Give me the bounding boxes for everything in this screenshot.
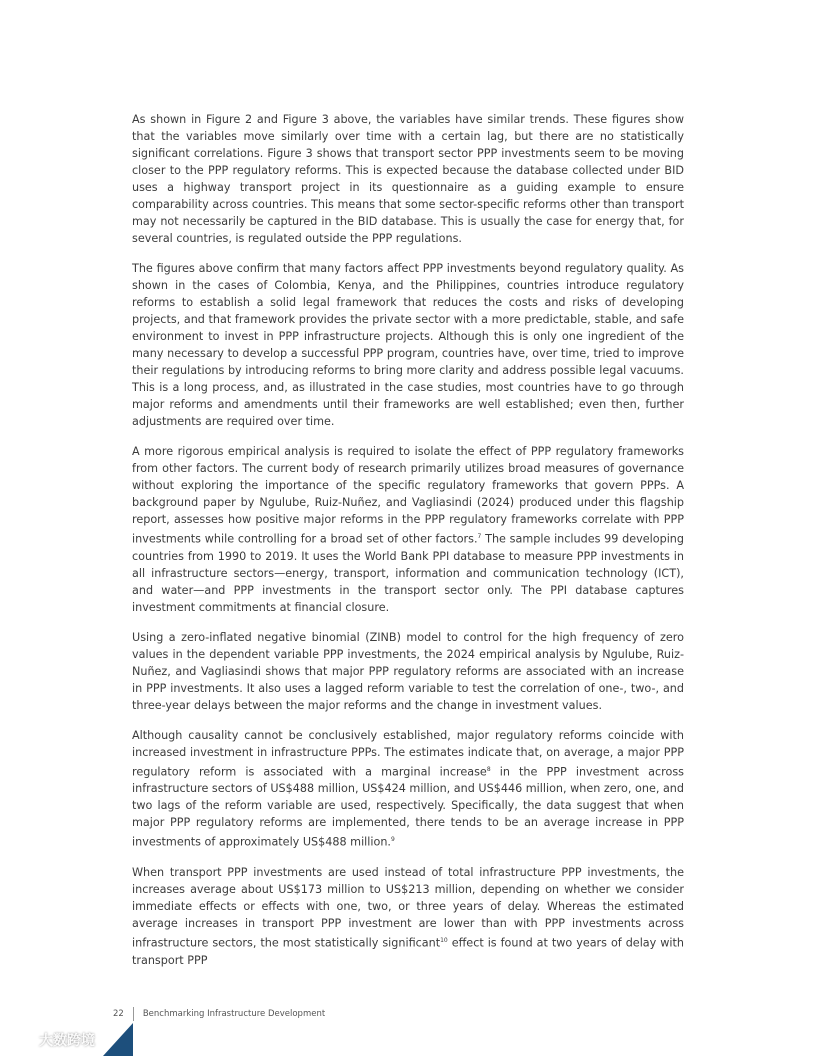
paragraph-6: When transport PPP investments are used instead of total infrastructure PPP investments, the increases average about US$173 million to US$213 million, depending on whether we consider immediate effects or effects with one, two, or three years of delay. Whereas the estimated average increases in transport PPP investment are lower than with PPP investments across infrastructure sectors, the most statistically significant$^{10}$ effect is found at two years of delay with transport PPP <box>132 866 684 967</box>
footnote-ref-7[interactable]: 7 <box>477 533 482 540</box>
watermark-text: 大数跨境 <box>39 1033 95 1049</box>
running-title: Benchmarking Infrastructure Development <box>142 1009 326 1019</box>
body-text <box>132 111 684 982</box>
corner-triangle-decoration <box>103 1023 133 1056</box>
paragraph-3: A more rigorous empirical analysis is required to isolate the effect of PPP regulatory frameworks from other factors. The current body of research primarily utilizes broad measures of governance without exploring the importance of the specific regulatory frameworks that govern PPPs. A background paper by Ngulube, Ruiz-Nuñez, and Vagliasindi (2024) produced under this flagship report, assesses how positive major reforms in the PPP regulatory frameworks correlate with PPP investments while controlling for a broad set of other factors.$^7$ The sample includes 99 developing countries from 1990 to 2019. It uses the World Bank PPI database to measure PPP investments in all infrastructure sectors—energy, transport, information and communication technology (ICT), and water—and PPP investments in the transport sector only. The PPI database captures investment commitments at financial closure. <box>132 445 684 614</box>
page-footer <box>113 1006 325 1022</box>
watermark <box>6 1030 95 1050</box>
page-number: 22 <box>113 1009 124 1019</box>
footer-divider <box>133 1007 134 1021</box>
footnote-ref-9[interactable]: 9 <box>391 836 395 844</box>
paragraph-2: The figures above confirm that many factors affect PPP investments beyond regulatory quality. As shown in the cases of Colombia, Kenya, and the Philippines, countries introduce regulatory reforms to establish a solid legal framework that reduces the costs and risks of developing projects, and that framework provides the private sector with a more predictable, stable, and safe environment to invest in PPP infrastructure projects. Although this is only one ingredient of the many necessary to develop a successful PPP program, countries have, over time, tried to improve their regulations by introducing reforms to bring more clarity and address possible legal vacuums. This is a long process, and, as illustrated in the case studies, most countries have to go through major reforms and amendments until their frameworks are well established; even then, further adjustments are required over time. <box>132 262 684 428</box>
paragraph-4: Using a zero-inflated negative binomial (ZINB) model to control for the high frequency of zero values in the dependent variable PPP investments, the 2024 empirical analysis by Ngulube, Ruiz-Nuñez, and Vagliasindi shows that major PPP regulatory reforms are associated with an increase in PPP investments. It also uses a lagged reform variable to test the correlation of one-, two-, and three-year delays between the major reforms and the change in investment values. <box>132 630 684 712</box>
paragraph-1: As shown in Figure 2 and Figure 3 above, the variables have similar trends. These figures show that the variables move similarly over time with a certain lag, but there are no statistically significant correlations. Figure 3 shows that transport sector PPP investments seem to be moving closer to the PPP regulatory reforms. This is expected because the database collected under BID uses a highway transport project in its questionnaire as a guiding example to ensure comparability across countries. This means that some sector-specific reforms other than transport may not necessarily be captured in the BID database. This is usually the case for energy that, for several countries, is regulated outside the PPP regulations. <box>132 113 684 245</box>
watermark-logo-icon <box>6 1032 36 1048</box>
footnote-ref-10[interactable]: 10 <box>440 937 448 945</box>
footnote-ref-8[interactable]: 8 <box>486 765 491 773</box>
paragraph-5: Although causality cannot be conclusively established, major regulatory reforms coincide with increased investment in infrastructure PPPs. The estimates indicate that, on average, a major PPP regulatory reform is associated with a marginal increase$^8$ in the PPP investment across infrastructure sectors of US$488 million, US$424 million, and US$446 million, when zero, one, and two lags of the reform variable are used, respectively. Specifically, the data suggest that when major PPP regulatory reforms are implemented, there tends to be an average increase in PPP investments of approximately US$488 million.$^9$ <box>132 728 684 850</box>
